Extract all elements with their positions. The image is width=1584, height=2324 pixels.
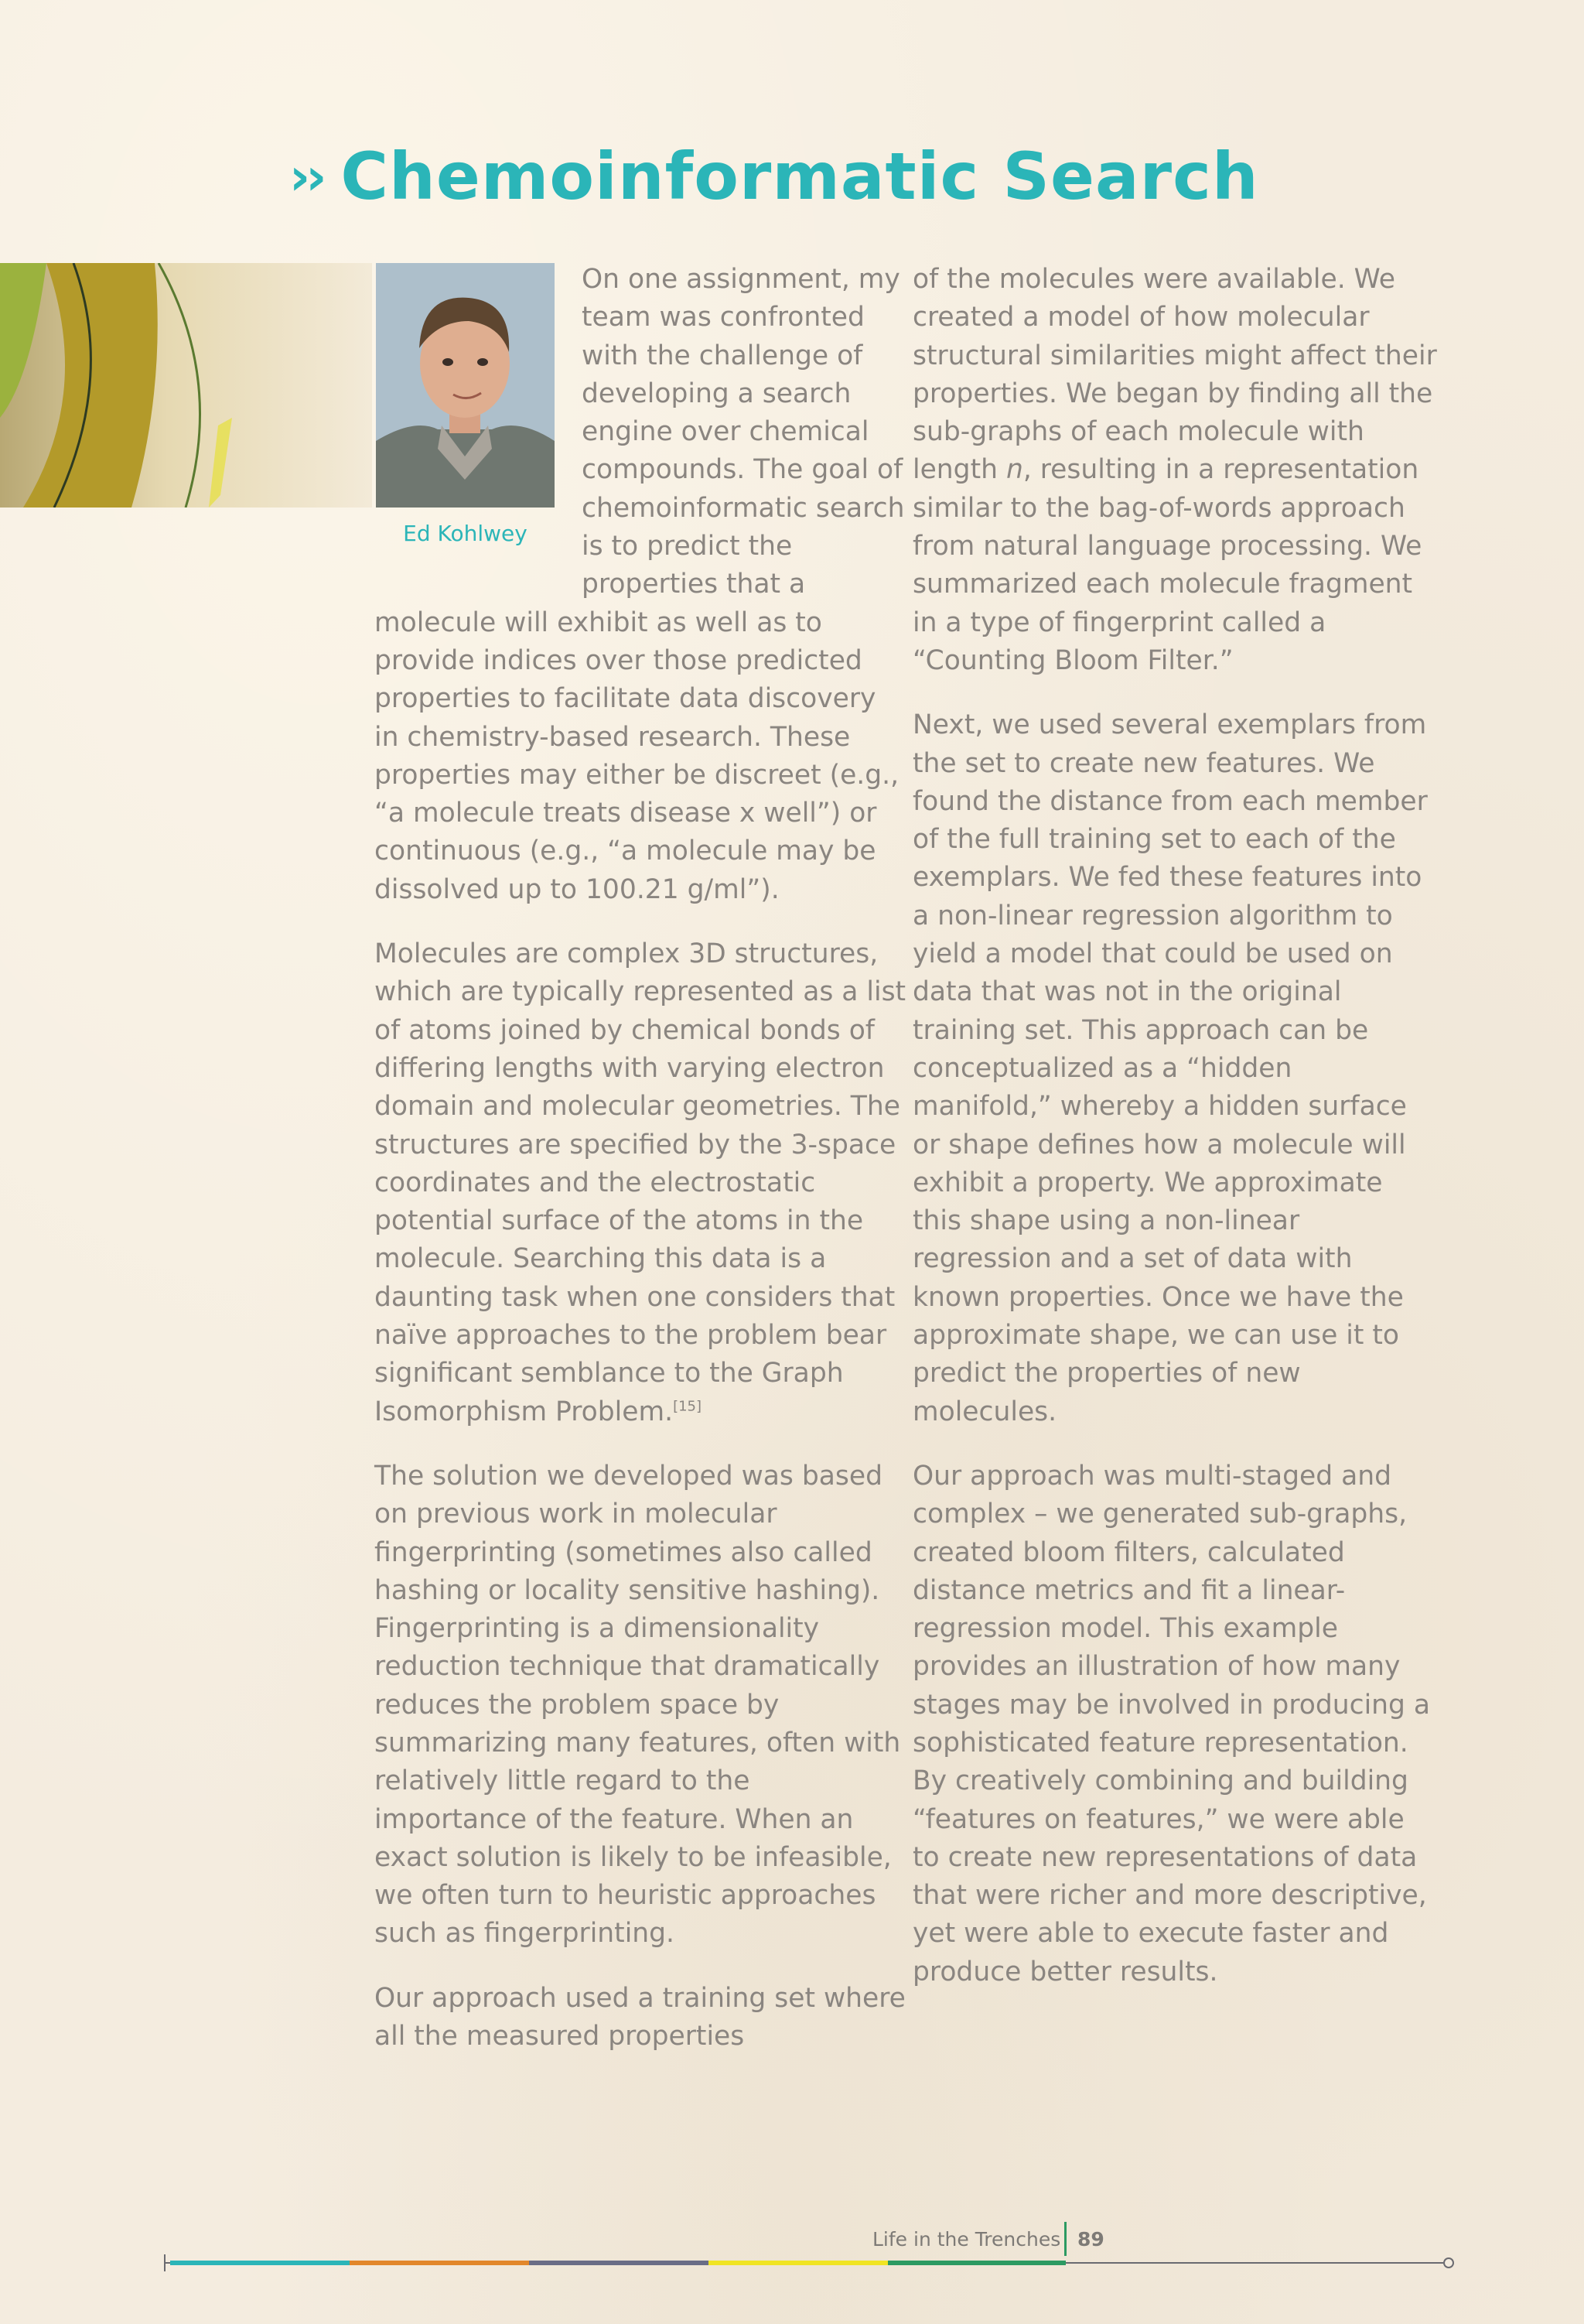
color-bar-segment: [170, 2261, 350, 2265]
paragraph-text: , resulting in a representation similar to the bag-of-words approach from natural language processing. We summarized each molecule fragment in a type of fingerprint called a “Counting Bloom Filter.”: [913, 454, 1422, 676]
article-column-right: [913, 261, 1439, 2018]
paragraph: Our approach used a training set where all the measured properties: [374, 1982, 906, 2052]
color-bar-segment: [529, 2261, 708, 2265]
footer-section-title: Life in the Trenches: [872, 2228, 1061, 2251]
title-text: Chemoinformatic Search: [340, 138, 1259, 214]
paragraph: [374, 935, 908, 1431]
page-title: [289, 138, 1259, 214]
photo-caption: Ed Kohlwey: [403, 521, 527, 546]
photo-float-spacer: [374, 261, 582, 569]
page-number: 89: [1077, 2228, 1104, 2251]
color-bar-segment: [888, 2261, 1066, 2265]
paragraph: [913, 261, 1439, 680]
paragraph-text: Molecules are complex 3D structures, which are typically represented as a list of atoms joined by chemical bonds of differing lengths with varying electron domain and molecular geometries. The structures are specified by the 3-space coordinates and the electrostatic potential surface of the atoms in the molecule. Searching this data is a daunting task when one considers that naïve approaches to the problem bear significant semblance to the Graph Isomorphism Problem.: [374, 938, 906, 1427]
paragraph: Next, we used several exemplars from the set to create new features. We found the distance from each member of the full training set to each of the exemplars. We fed these features into a non-linear regression algorithm to yield a model that could be used on data that was not in the original training set. This approach can be conceptualized as a “hidden manifold,” whereby a hidden surface or shape defines how a molecule will exhibit a property. We approximate this shape using a non-linear regression and a set of data with known properties. Once we have the approximate shape, we can use it to predict the properties of new molecules.: [913, 709, 1428, 1427]
paragraph-text: of the molecules were available. We created a model of how molecular structural similarities might affect their properties. We began by finding all the sub-graphs of each molecule with length: [913, 264, 1437, 486]
color-bar-segment: [708, 2261, 888, 2265]
footer-divider: [1064, 2222, 1067, 2256]
citation-ref: [15]: [673, 1398, 702, 1415]
paragraph: The solution we developed was based on previous work in molecular fingerprinting (sometimes also called hashing or locality sensitive hashing). Fingerprinting is a dimensionality reduction technique that dramatically reduces the problem space by summarizing many features, often with relatively little regard to the importance of the feature. When an exact solution is likely to be infeasible, we often turn to heuristic approaches such as fingerprinting.: [374, 1460, 901, 1950]
footer-rule-end: [1443, 2257, 1454, 2268]
article-column-left: [374, 261, 908, 2082]
decorative-image: [0, 263, 372, 508]
variable-n: n: [1005, 454, 1023, 486]
paragraph: Our approach was multi-staged and complex – we generated sub-graphs, created bloom filters, calculated distance metrics and fit a linear-regression model. This example provides an illustration of how many stages may be involved in producing a sophisticated feature representation. By creatively combining and building “features on features,” we were able to create new representations of data that were richer and more descriptive, yet were able to execute faster and produce better results.: [913, 1460, 1431, 1987]
footer-rule-start: [164, 2254, 166, 2271]
chevron-icon: ››: [289, 147, 323, 207]
color-bar-segment: [350, 2261, 529, 2265]
paragraph: On one assignment, my team was confronted with the challenge of developing a search engine over chemical compounds. The goal of chemoinformatic search is to predict the properties that a molecule will exhibit as well as to provide indices over those predicted properties to facilitate data discovery in chemistry-based research. These properties may either be discreet (e.g., “a molecule treats disease x well”) or continuous (e.g., “a molecule may be dissolved up to 100.21 g/ml”).: [374, 264, 905, 905]
